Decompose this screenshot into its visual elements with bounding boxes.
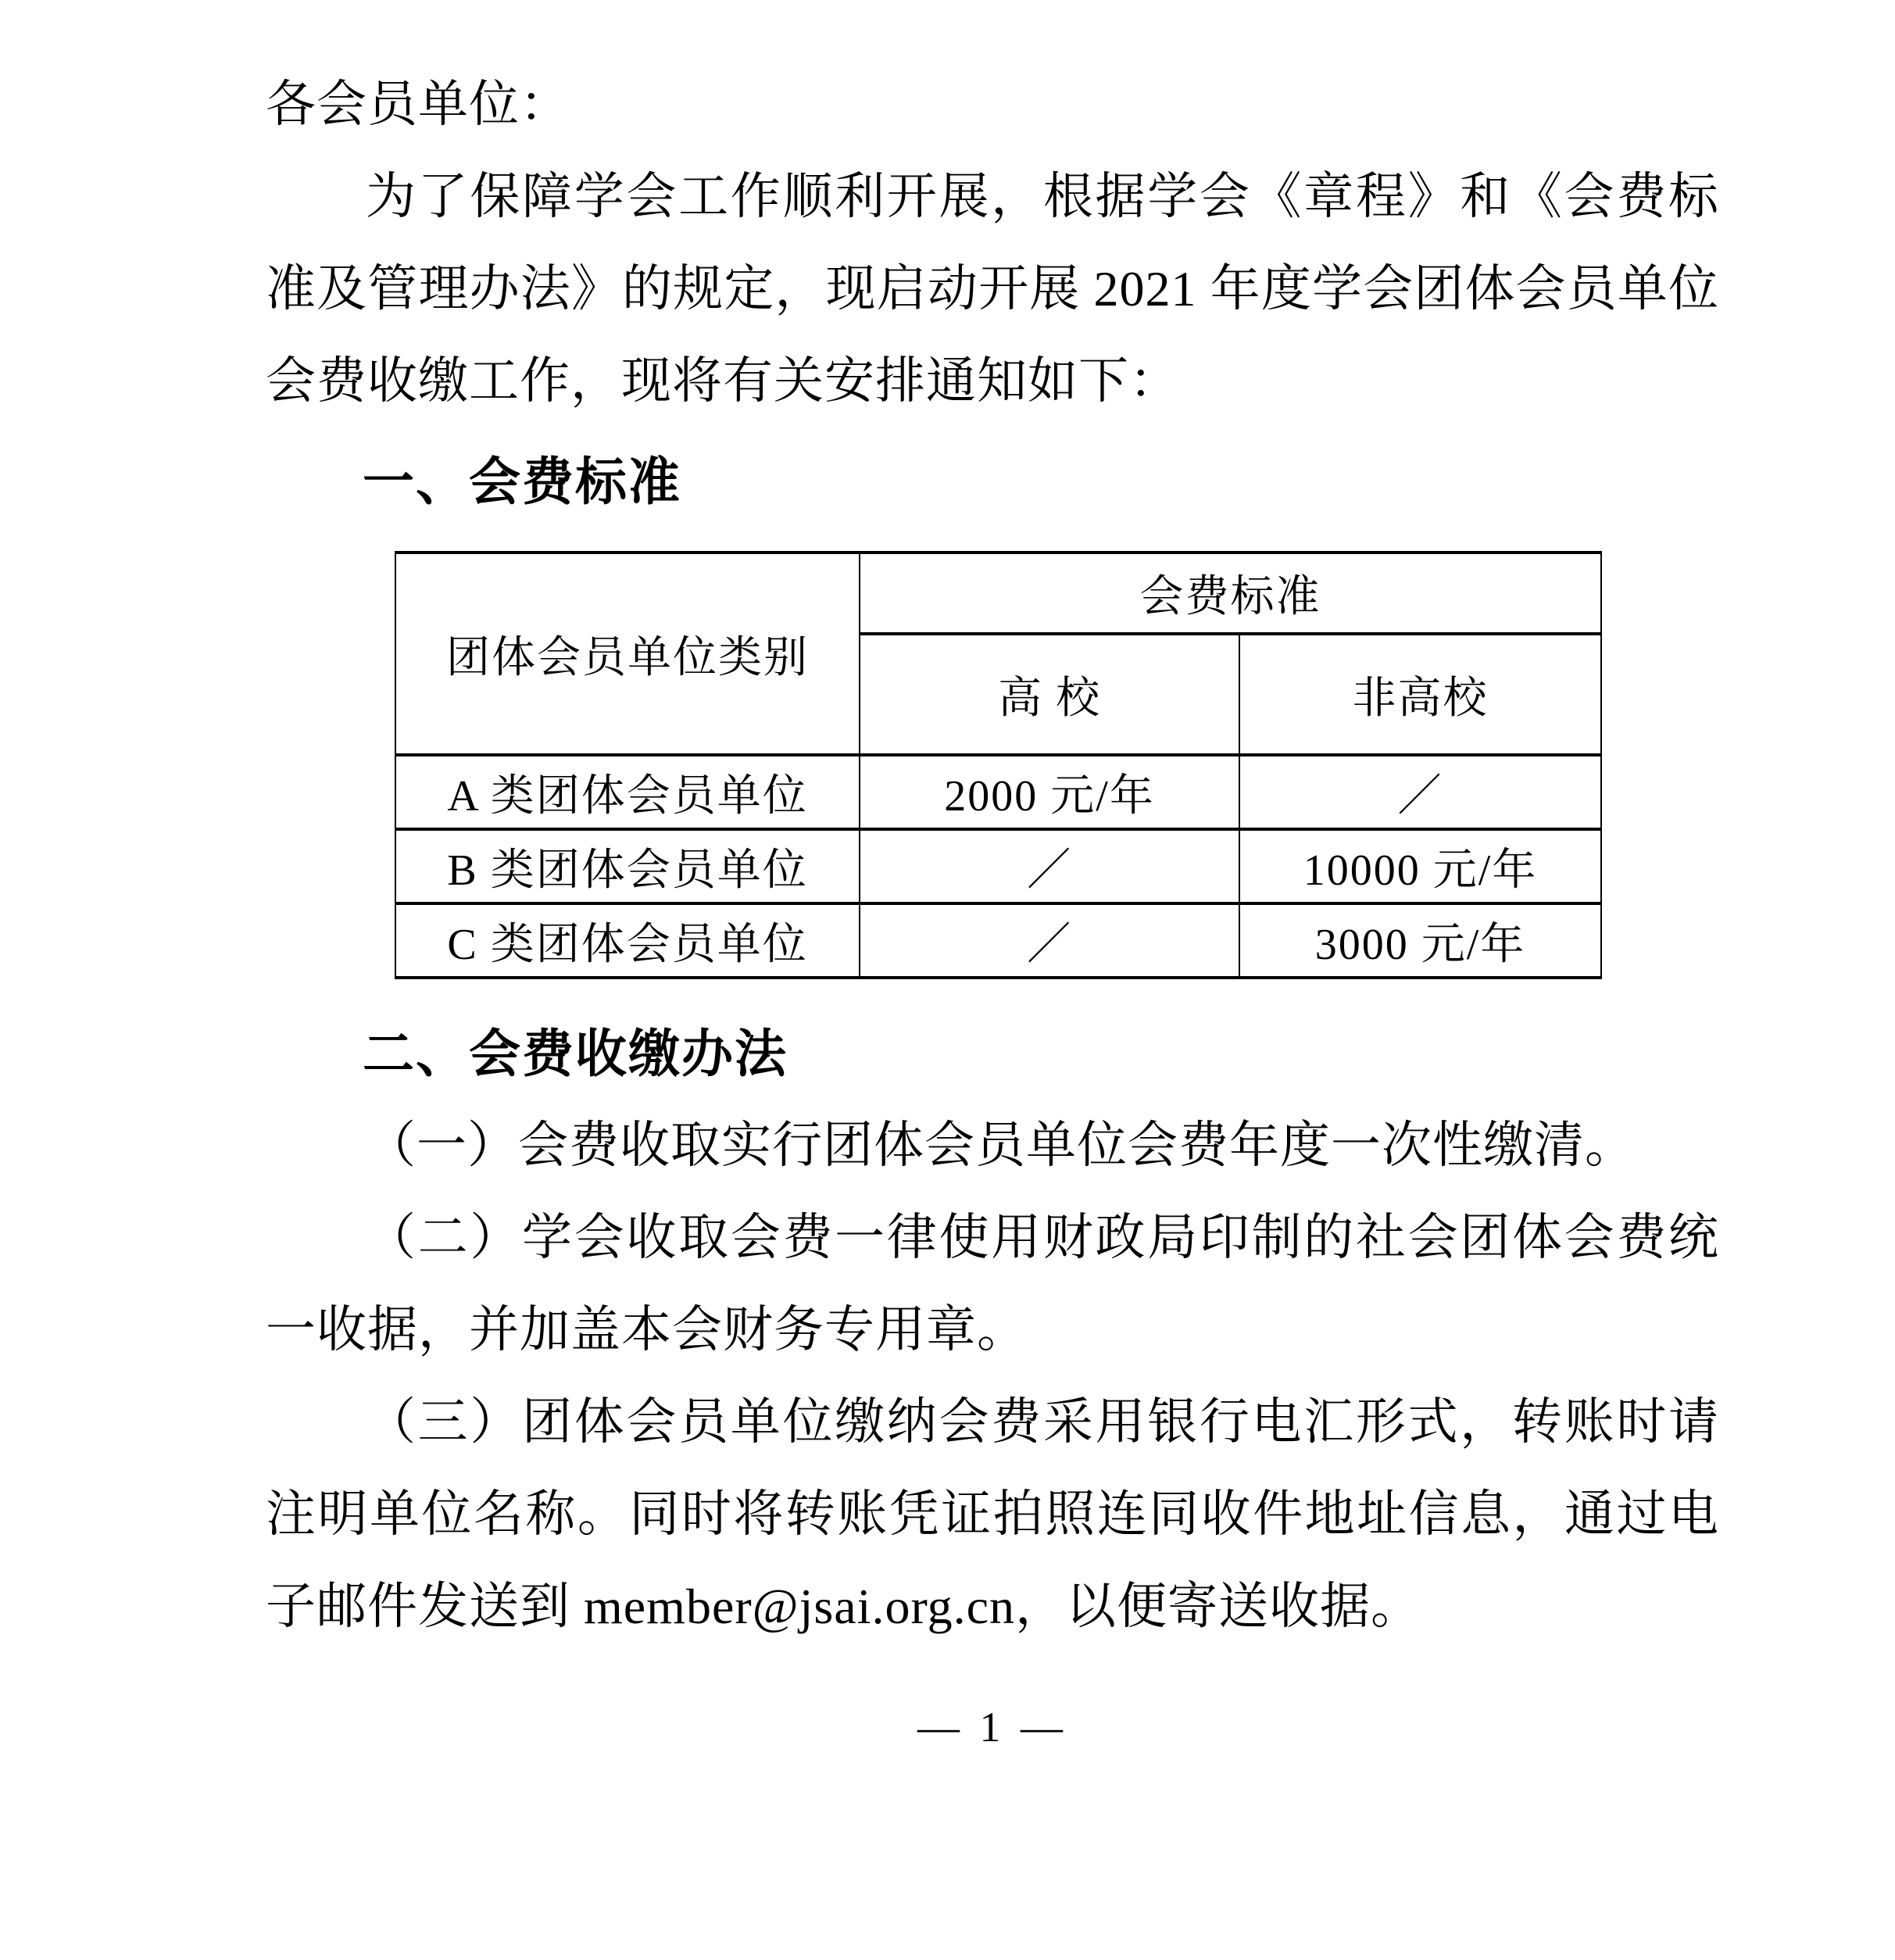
- section2-item2: （二）学会收取会费一律使用财政局印制的社会团体会费统一收据，并加盖本会财务专用章。: [266, 1210, 1719, 1357]
- table-header-fee-standard: 会费标准: [860, 553, 1601, 634]
- table-cell-category-c: C 类团体会员单位: [395, 903, 860, 978]
- page-number: — 1 —: [917, 1704, 1067, 1751]
- table-cell-university-a: 2000 元/年: [860, 755, 1239, 829]
- table-header-university: 高 校: [860, 634, 1239, 755]
- table-cell-non-university-c: 3000 元/年: [1239, 903, 1601, 978]
- table-header-category: 团体会员单位类别: [395, 553, 860, 755]
- fee-table: [395, 551, 1602, 979]
- table-header-non-university: 非高校: [1239, 634, 1601, 755]
- table-cell-university-b: ／: [860, 829, 1239, 903]
- table-row-a: [395, 755, 1601, 829]
- table-cell-non-university-b: 10000 元/年: [1239, 829, 1601, 903]
- table-row-b: [395, 829, 1601, 903]
- section2-heading: 二、会费收缴办法: [363, 1025, 788, 1082]
- table-cell-category-a: A 类团体会员单位: [395, 755, 860, 829]
- section2-item3: （三）团体会员单位缴纳会费采用银行电汇形式，转账时请注明单位名称。同时将转账凭证拍照连同收件地址信息，通过电子邮件发送到 member@jsai.org.cn，以便寄送收据。: [266, 1394, 1719, 1634]
- table-cell-non-university-a: ／: [1239, 755, 1601, 829]
- table-header-row-1: [395, 553, 1601, 634]
- table-cell-category-b: B 类团体会员单位: [395, 829, 860, 903]
- table-cell-university-c: ／: [860, 903, 1239, 978]
- table-row-c: [395, 903, 1601, 978]
- section1-heading: 一、会费标准: [363, 452, 681, 510]
- salutation: 各会员单位：: [266, 77, 570, 132]
- section2-item1: （一）会费收取实行团体会员单位会费年度一次性缴清。: [366, 1118, 1636, 1173]
- intro-paragraph: 为了保障学会工作顺利开展，根据学会《章程》和《会费标准及管理办法》的规定，现启动开展 2021 年度学会团体会员单位会费收缴工作，现将有关安排通知如下：: [266, 169, 1719, 409]
